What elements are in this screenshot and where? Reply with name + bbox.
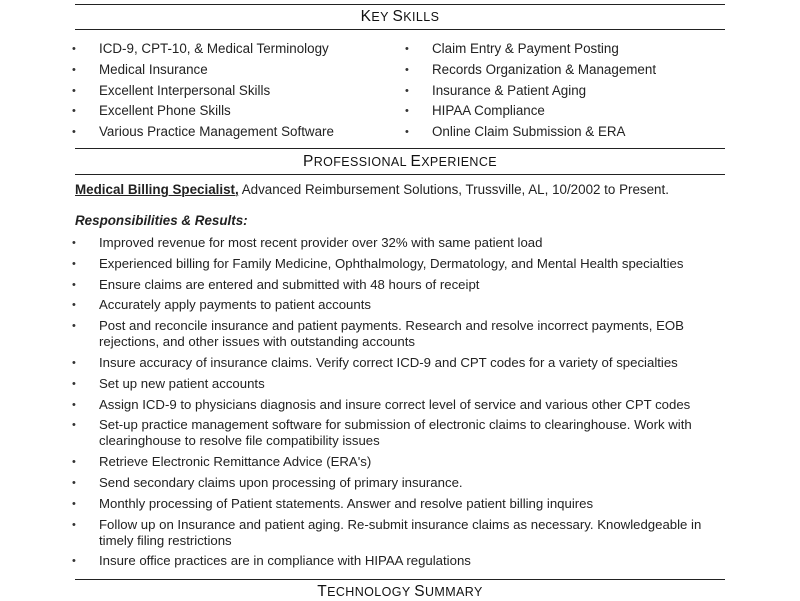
responsibility-item: [72, 376, 732, 392]
bullet-icon: •: [405, 84, 409, 97]
responsibility-item: [72, 256, 732, 272]
bullet-icon: •: [72, 555, 76, 568]
responsibility-text: Insure office practices are in compliance with HIPAA regulations: [99, 553, 471, 569]
bullet-icon: •: [72, 518, 76, 531]
responsibility-text: Set-up practice management software for submission of electronic claims to clearinghouse. Work with clearinghouse to resolve file compatibility issues: [99, 417, 692, 449]
bullet-icon: •: [72, 497, 76, 510]
bullet-icon: •: [72, 63, 76, 76]
bullet-icon: •: [72, 43, 76, 55]
responsibility-text: Accurately apply payments to patient accounts: [99, 297, 371, 313]
bullet-icon: •: [72, 278, 76, 291]
top-divider: [75, 4, 725, 5]
bullet-icon: •: [72, 237, 76, 249]
experience-heading: PROFESSIONAL EXPERIENCE: [302, 153, 498, 170]
bullet-icon: •: [72, 257, 76, 270]
responsibility-item: [72, 454, 732, 470]
responsibility-text: Assign ICD-9 to physicians diagnosis and insure correct level of service and various other CPT codes: [99, 396, 691, 412]
skill-text: Medical Insurance: [99, 61, 208, 77]
technology-divider: [75, 579, 725, 580]
experience-divider: [75, 174, 725, 175]
bullet-icon: •: [72, 419, 76, 432]
experience-top-divider: [75, 148, 725, 149]
responsibility-item: [72, 475, 732, 491]
bullet-icon: •: [72, 398, 76, 411]
key-skills-heading: KEY SKILLS: [360, 8, 440, 25]
responsibility-text: Monthly processing of Patient statements. Answer and resolve patient billing inquires: [99, 495, 594, 511]
responsibility-item: [72, 417, 732, 449]
job-details: Advanced Reimbursement Solutions, Trussville, AL, 10/2002 to Present.: [238, 182, 669, 197]
skill-text: Records Organization & Management: [432, 61, 657, 77]
responsibility-item: [72, 553, 732, 569]
bullet-icon: •: [405, 126, 409, 139]
responsibility-text: Post and reconcile insurance and patient payments. Research and resolve incorrect payments, EOB rejections, and other issues with outstanding accounts: [99, 318, 684, 350]
responsibility-item: [72, 496, 732, 512]
technology-heading: TECHNOLOGY SUMMARY: [317, 583, 483, 600]
responsibility-item: [72, 318, 732, 350]
bullet-icon: •: [72, 476, 76, 489]
bullet-icon: •: [72, 356, 76, 369]
bullet-icon: •: [405, 105, 409, 118]
skill-text: ICD-9, CPT-10, & Medical Terminology: [99, 41, 329, 56]
responsibility-item: [72, 355, 732, 371]
job-title: Medical Billing Specialist,: [75, 182, 239, 197]
responsibility-text: Ensure claims are entered and submitted with 48 hours of receipt: [99, 276, 480, 292]
responsibility-text: Send secondary claims upon processing of primary insurance.: [99, 474, 463, 490]
skill-text: Excellent Phone Skills: [99, 103, 231, 119]
responsibility-text: Follow up on Insurance and patient aging. Re-submit insurance claims as necessary. Knowledgeable in timely filing restrictions: [99, 516, 702, 548]
responsibility-text: Improved revenue for most recent provider over 32% with same patient load: [99, 235, 543, 250]
skill-text: Online Claim Submission & ERA: [432, 124, 626, 140]
bullet-icon: •: [72, 456, 76, 469]
bullet-icon: •: [72, 299, 76, 312]
bullet-icon: •: [72, 320, 76, 333]
responsibility-item: [72, 277, 732, 293]
skill-text: Claim Entry & Payment Posting: [432, 41, 619, 56]
responsibility-item: [72, 517, 732, 549]
responsibility-text: Retrieve Electronic Remittance Advice (ERA's): [99, 454, 372, 470]
bullet-icon: •: [72, 84, 76, 97]
responsibility-item: [72, 297, 732, 313]
bullet-icon: •: [72, 377, 76, 390]
responsibility-item: [72, 397, 732, 413]
skill-text: Various Practice Management Software: [99, 124, 334, 140]
job-line: [75, 182, 669, 197]
skill-text: HIPAA Compliance: [432, 103, 545, 119]
responsibility-item: [72, 235, 732, 251]
bullet-icon: •: [405, 43, 409, 55]
skill-text: Excellent Interpersonal Skills: [99, 82, 271, 98]
responsibilities-label: Responsibilities & Results:: [75, 213, 248, 228]
bullet-icon: •: [72, 126, 76, 139]
responsibility-text: Set up new patient accounts: [99, 375, 265, 391]
bullet-icon: •: [405, 63, 409, 76]
responsibilities-list: [72, 235, 732, 574]
bullet-icon: •: [72, 105, 76, 118]
responsibility-text: Insure accuracy of insurance claims. Verify correct ICD-9 and CPT codes for a variety of specialties: [99, 354, 678, 370]
skill-text: Insurance & Patient Aging: [432, 82, 587, 98]
key-skills-divider: [75, 29, 725, 30]
responsibility-text: Experienced billing for Family Medicine, Ophthalmology, Dermatology, and Mental Health specialties: [99, 255, 684, 271]
